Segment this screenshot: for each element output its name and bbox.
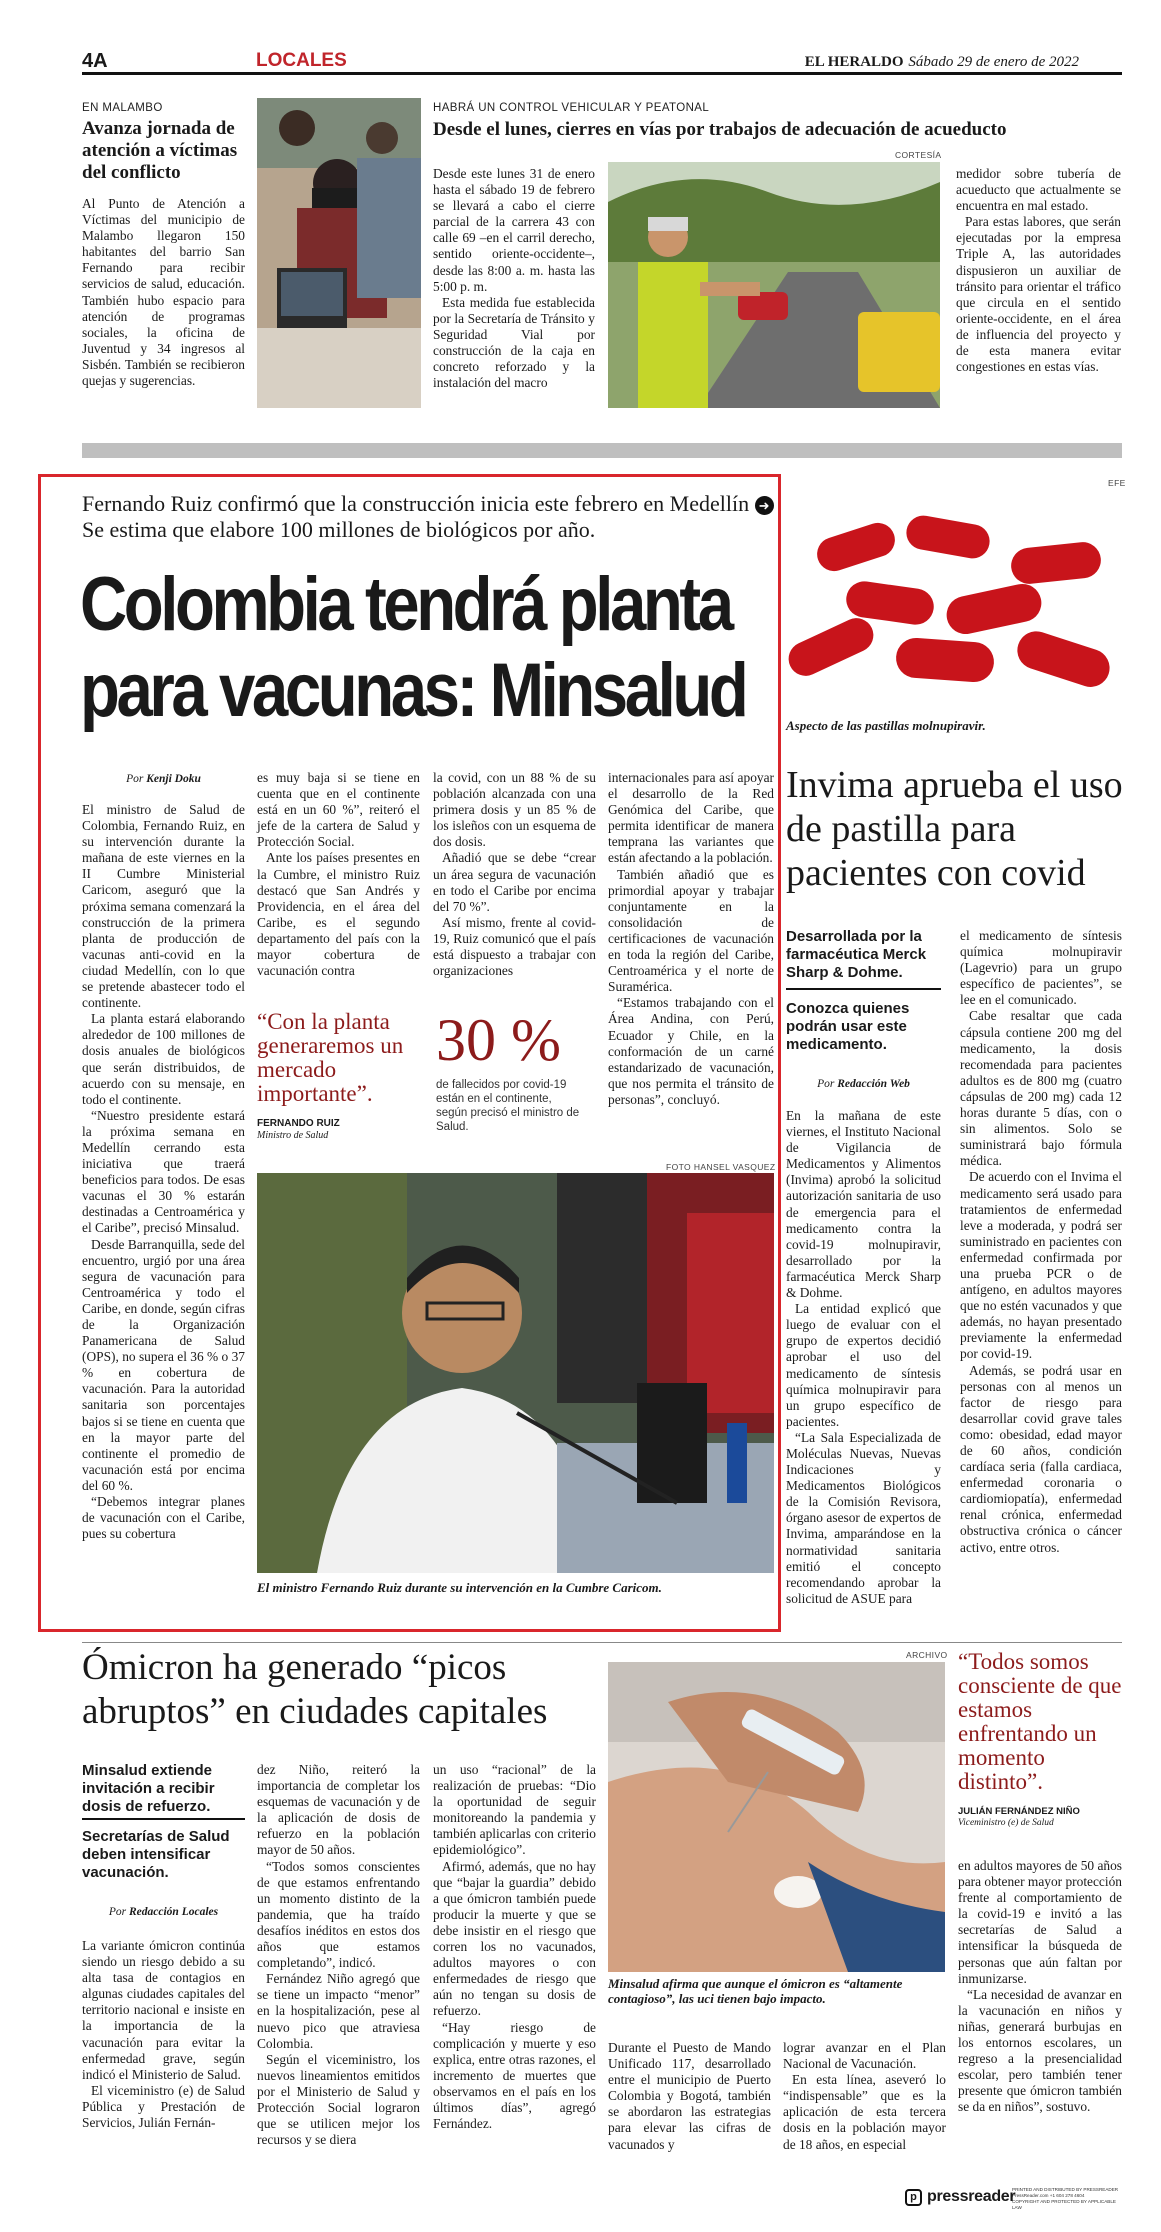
masthead-date [805,52,1079,71]
malambo-photo [257,98,421,408]
cierres-kicker: HABRÁ UN CONTROL VEHICULAR Y PEATONAL [433,102,710,114]
omicron-deck2: Secretarías de Salud deben intensificar vacunación. [82,1828,230,1881]
planta-byline: Por Kenji Doku [126,773,201,785]
lower-rule [82,1642,1122,1643]
invima-deck-rule [786,988,941,990]
pressreader-brand: pressreader [927,2188,1016,2205]
invima-col2: el medicamento de síntesis química molnupiravir (Lagevrio) para un grupo específico de pacientes”, se lee en el comunicado. Cabe resaltar que cada cápsula contiene 200 mg del medicamento, la dosis recomendada para pacientes adultos es de 800 mg (cuatro cápsulas de 200 mg) cada 12 horas durante 5 días, con o sin alimentos. Solo se suministrará bajo fórmula médica. De acuerdo con el Invima el medicamento será usado para tratamientos de enfermedad leve a moderada, y podrá ser suministrado en pacientes con enfermedad confirmada por una prueba PCR o de antígeno, en adultos mayores que no estén vacunados y que además, no hayan presentado previamente la enfermedad por covid-19. Además, se podrá usar en personas con al menos un factor de riesgo para desarrollar covid grave tales como: obesidad, edad mayor de 60 años, condición cardíaca seria (falla cardiaca, enfermedad coronaria o cardiomiopatía), enfermedad renal crónica, enfermedad obstructiva crónica o cáncer activo, entre otros. [960,928,1122,1555]
planta-stat-text: de fallecidos por covid-19 están en el continente, según precisó el ministro de Salud. [436,1079,580,1133]
planta-deck: Fernando Ruiz confirmó que la construcción inicia este febrero en Medellín ➜ Se estima que elabore 100 millones de biológicos por año. [82,491,782,543]
footer-small-print: PRINTED AND DISTRIBUTED BY PRESSREADER PressReader.com +1 604 278 4604 COPYRIGHT AND PROTECTED BY APPLICABLE LAW [1012,2187,1119,2210]
planta-headline: Colombia tendrá planta para vacunas: Minsalud [80,562,746,733]
invima-deck1: Desarrollada por la farmacéutica Merck Sharp & Dohme. [786,928,927,981]
planta-caption: El ministro Fernando Ruiz durante su intervención en la Cumbre Caricom. [257,1580,662,1595]
omicron-caption: Minsalud afirma que aunque el ómicron es “altamente contagioso”, las uci tienen bajo impacto. [608,1976,903,2006]
cierres-col2: medidor sobre tubería de acueducto que actualmente se encuentra en mal estado. Para estas labores, que serán ejecutadas por la empresa Triple A, las autoridades dispusieron un auxiliar de tránsito para orientar el tráfico que circula en el sentido oriente-occidente, en el área de influencia del proyecto y de esta manera evitar congestiones en estas vías. [956,166,1121,375]
pressreader-logo[interactable] [905,2188,1015,2206]
omicron-deck1: Minsalud extiende invitación a recibir dosis de refuerzo. [82,1762,215,1815]
invima-photo-credit: EFE [1108,478,1126,488]
omicron-quote: “Todos somos consciente de que estamos enfrentando un momento distinto”. [958,1649,1122,1794]
invima-headline: Invima aprueba el uso de pastilla para pacientes con covid [786,764,1123,894]
planta-photo-credit: FOTO HANSEL VASQUEZ [666,1162,776,1172]
omicron-photo-credit: ARCHIVO [906,1650,948,1660]
omicron-headline: Ómicron ha generado “picos abruptos” en ciudades capitales [82,1647,548,1732]
omicron-col6: en adultos mayores de 50 años para obtener mayor protección frente al comportamiento de la covid-19 e invitó a las secretarías de Salud a intensificar la búsqueda de personas que aún faltan por inmunizarse. “La necesidad de avanzar en la vacunación en niños y niñas, generará burbujas en los entornos escolares, un regreso a la presencialidad escolar, pero también tener presente que ómicron también se da en niños”, sostuvo. [958,1858,1122,2115]
arrow-right-icon: ➜ [755,496,774,515]
invima-deck2: Conozca quienes podrán usar este medicamento. [786,1000,910,1053]
invima-col1: En la mañana de este viernes, el Instituto Nacional de Vigilancia de Medicamentos y Alimentos (Invima) aprobó la solicitud autorización sanitaria de uso de emergencia para el medicamento contra la covid-19 molnupiravir, desarrollado por la farmacéutica Merck Sharp & Dohme. La entidad explicó que luego de evaluar con el grupo de expertos decidió aprobar el uso del medicamento de síntesis química molnupiravir para un grupo específico de pacientes. “La Sala Especializada de Moléculas Nuevas, Nuevas Indicaciones y Medicamentos Biológicos de la Comisión Revisora, órgano asesor de expertos de Invima, amparándose en la normatividad sanitaria emitió el concepto recomendando aprobar la solicitud de ASUE para [786,1108,941,1606]
planta-col2: es muy baja si se tiene en cuenta que en el continente está en un 60 %”, reiteró el jefe de la cartera de Salud y Protección Social. Ante los países presentes en la Cumbre, el ministro Ruiz destacó que San Andrés y Providencia, en el área del Caribe, es el segundo departamento del país con la mayor cobertura de vacunación contra [257,770,420,979]
header-rule [82,72,1122,75]
omicron-col2: dez Niño, reiteró la importancia de completar los esquemas de vacunación y de la aplicación de dosis de refuerzo en la población mayor de 50 años. “Todos somos conscientes de que estamos enfrentando un momento distinto de la pandemia, que ha traído desafíos inéditos en estos dos años que estamos completando”, indicó. Fernández Niño agregó que se tiene un impacto “menor” en la hospitalización, pese al nuevo pico que atraviesa Colombia. Según el viceministro, los nuevos lineamientos emitidos por el Ministerio de Salud y Protección Social lograron que se utilicen mejor los recursos y se diera [257,1762,420,2148]
planta-col3: la covid, con un 88 % de su población alcanzada con una primera dosis y un 85 % de los isleños con un esquema de dos dosis. Añadió que se debe “crear un área segura de vacunación en todo el Caribe por encima del 70 %”. Así mismo, frente al covid-19, Ruiz comunicó que el país está dispuesto a trabajar con organizaciones [433,770,596,979]
page-number: 4A [82,50,108,72]
omicron-col4: Durante el Puesto de Mando Unificado 117, desarrollado entre el municipio de Puerto Colombia y Bogotá, también se abordaron las estrategias para elevar las cifras de vacunados y [608,2040,771,2152]
section-name: LOCALES [256,50,347,71]
omicron-col3: un uso “racional” de la realización de pruebas: “Dio la oportunidad de seguir monitoreando la pandemia y también aplicarlas con criterio epidemiológico”. Afirmó, además, que no hay que “bajar la guardia” debido a que ómicron también puede producir la muerte y que se debe insistir en el riesgo que corren los no vacunados, adultos mayores o con enfermedades de riesgo que aún no tengan su dosis de refuerzo. “Hay riesgo de complicación y muerte y eso explica, entre otras razones, el incremento de muertes que observamos en el país en los últimos días”, agregó Fernández. [433,1762,596,2132]
planta-quote: “Con la planta generaremos un mercado importante”. [257,1009,404,1106]
omicron-byline: Por Redacción Locales [108,1906,219,1918]
planta-quote-role: Ministro de Salud [257,1130,329,1141]
cierres-photo-credit: CORTESÍA [895,150,942,160]
invima-caption: Aspecto de las pastillas molnupiravir. [786,718,986,733]
planta-quote-name: FERNANDO RUIZ [257,1118,340,1129]
malambo-kicker: EN MALAMBO [82,102,163,114]
omicron-quote-name: JULIÁN FERNÁNDEZ NIÑO [958,1806,1080,1817]
planta-photo [257,1173,774,1573]
cierres-photo [608,162,940,408]
omicron-quote-role: Viceministro (e) de Salud [958,1818,1054,1828]
omicron-col1: La variante ómicron continúa siendo un riesgo debido a su alta tasa de contagios en algunas ciudades capitales del territorio nacional e insiste en la importancia de la vacunación para evitar la enfermedad grave, según indicó el Ministerio de Salud. El viceministro (e) de Salud Pública y Prestación de Servicios, Julián Fernán- [82,1938,245,2131]
date: Sábado 29 de enero de 2022 [908,54,1079,70]
malambo-body: Al Punto de Atención a Víctimas del municipio de Malambo llegaron 150 habitantes del barrio San Fernando para recibir servicios de salud, educación. También hubo espacio para atención de programas sociales, la oficina de Juventud y 34 ingresos al Sisbén. También se recibieron quejas y sugerencias. [82,196,245,389]
separator-band [82,443,1122,458]
pressreader-icon: p [905,2189,922,2206]
planta-stat-value: 30 % [436,1007,561,1073]
planta-col1: El ministro de Salud de Colombia, Fernando Ruiz, en su intervención durante la mañana de este viernes en la II Cumbre Ministerial Caricom, aseguró que la próxima semana comenzará la construcción de la primera planta de producción de vacunas anti-covid en la ciudad Medellín, con lo que se pretende abastecer todo el continente. La planta estará elaborando alrededor de 100 millones de dosis anuales de biológicos que serán distribuidos, de acuerdo con su mensaje, en todo el continente. “Nuestro presidente estará la próxima semana en Medellín cerrando esta iniciativa que traerá beneficios para todos. De esas vacunas el 30 % estarán destinadas a Centroamérica y el Caribe”, precisó Minsalud. Desde Barranquilla, sede del encuentro, urgió por una área segura de vacunación para Centroamérica y todo el Caribe, en donde, según cifras de la Organización Panamericana de Salud (OPS), no supera el 36 % o 37 % en cobertura de vacunación. Para la autoridad sanitaria son porcentajes bajos si se tiene en cuenta que en la mayor parte del continente el promedio de vacunación está por encima del 60 %. “Debemos integrar planes de vacunación con el Caribe, pues su cobertura [82,802,245,1542]
omicron-deck-rule [82,1818,245,1820]
invima-byline: Por Redacción Web [817,1078,910,1090]
cierres-col1: Desde este lunes 31 de enero hasta el sábado 19 de febrero se llevará a cabo el cierre parcial de la carrera 43 con calle 69 –en el carril derecho, sentido oriente-occidente–, desde las 8:00 a. m. hasta las 5:00 p. m. Esta medida fue establecida por la Secretaría de Tránsito y Seguridad Vial por construcción de la caja en concreto reforzado y la instalación del macro [433,166,595,391]
omicron-col5: lograr avanzar en el Plan Nacional de Vacunación. En esta línea, aseveró lo “indispensable” que es la aplicación de esta tercera dosis en la población mayor de 18 años, en especial [783,2040,946,2152]
pills-photo [786,490,1122,712]
masthead: EL HERALDO [804,54,904,70]
vaccine-photo [608,1662,945,1972]
planta-col4: internacionales para así apoyar el desarrollo de la Red Genómica del Caribe, que permita identificar de manera temprana las variantes que están afectando a la población. También añadió que es primordial apoyar y trabajar conjuntamente en la consolidación de certificaciones de vacunación en toda la región del Caribe, Centroamérica y el norte de Suramérica. “Estamos trabajando con el Área Andina, con Perú, Ecuador y Chile, en la conformación de un carné estandarizado de vacunación, que nos permita el tránsito de personas”, concluyó. [608,770,774,1107]
cierres-headline: Desde el lunes, cierres en vías por trabajos de adecuación de acueducto [433,119,1007,140]
malambo-headline: Avanza jornada de atención a víctimas del conflicto [82,118,238,183]
